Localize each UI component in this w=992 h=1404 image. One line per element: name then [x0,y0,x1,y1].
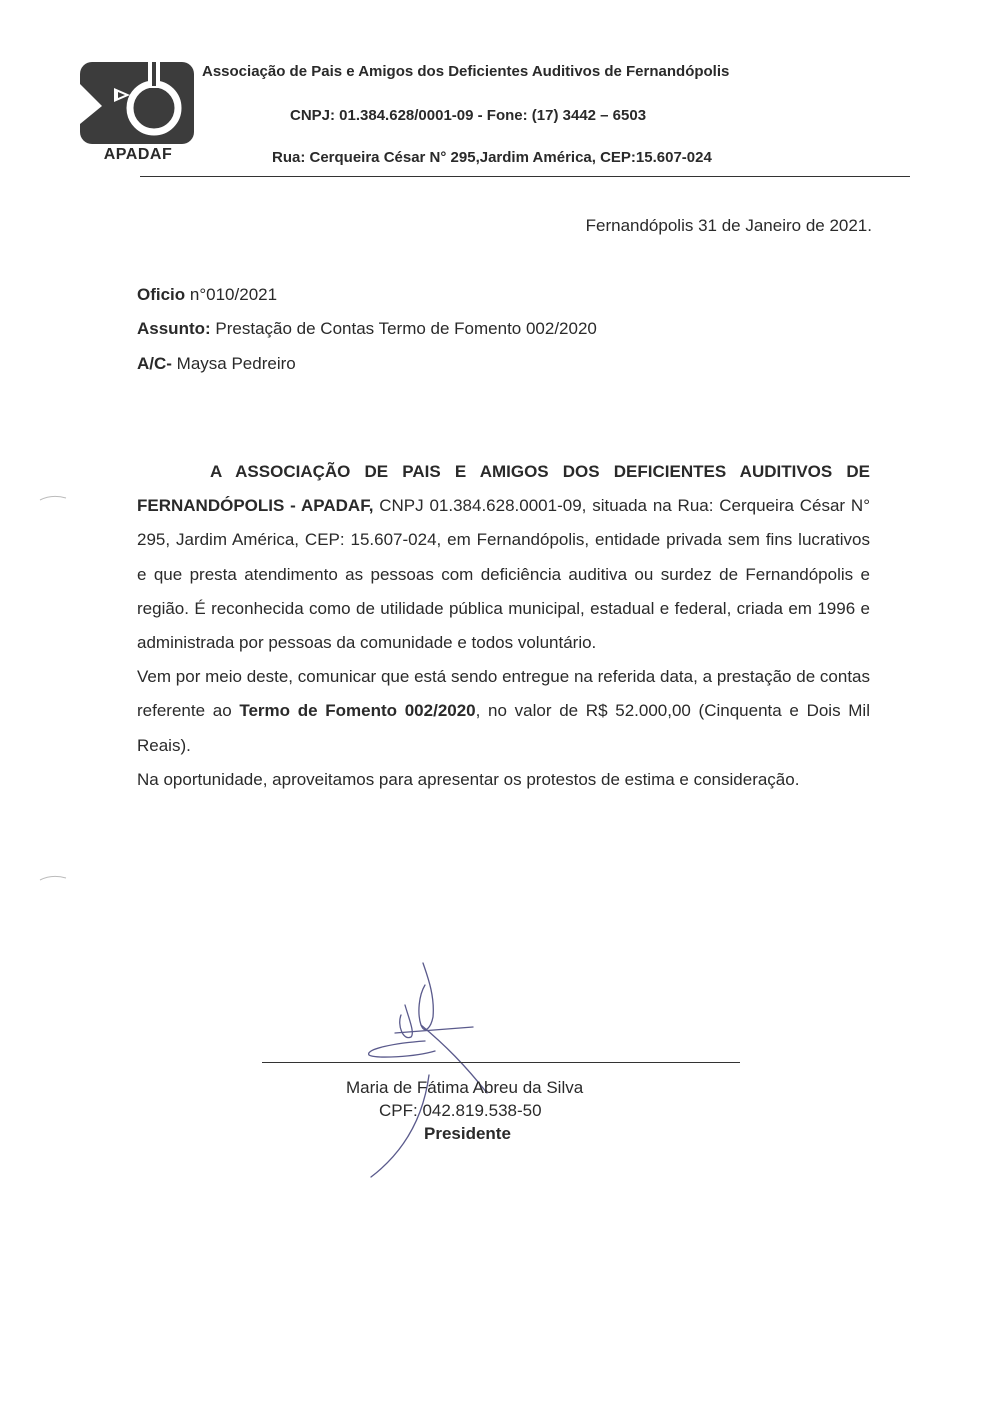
recipient-value: Maysa Pedreiro [171,354,296,373]
oficio-line [137,285,277,305]
signatory-cpf: CPF: 042.819.538-50 [379,1101,542,1120]
body-paragraph-3: Na oportunidade, aproveitamos para apresentar os protestos de estima e consideração. [137,769,800,789]
body-paragraph-2-after: , no valor de R$ 52.000,00 (Cinquenta e Dois Mil Reais). [137,701,870,755]
recipient-label: A/C- [137,354,172,373]
association-name: Associação de Pais e Amigos dos Deficientes Auditivos de Fernandópolis [202,63,730,80]
signatory-name: Maria de Fátima Abreu da Silva [346,1078,584,1097]
letter-body [137,455,870,797]
body-paragraph-2-before: Vem por meio deste, comunicar que está sendo entregue na referida data, a prestação de contas referente ao [137,667,870,721]
assunto-label: Assunto: [137,319,211,338]
address: Rua: Cerqueira César N° 295,Jardim América, CEP:15.607-024 [272,149,712,166]
scan-mark [38,874,68,882]
logo-wordmark: APADAF [103,146,173,163]
oficio-label: Oficio [137,285,186,304]
cnpj-phone: CNPJ: 01.384.628/0001-09 - Fone: (17) 3442 – 6503 [290,107,647,124]
body-paragraph-2-bold: Termo de Fomento 002/2020 [239,701,476,721]
body-paragraph-1-bold: A ASSOCIAÇÃO DE PAIS E AMIGOS DOS DEFICIENTES AUDITIVOS DE FERNANDÓPOLIS - APADAF, [137,462,870,516]
signatory-role: Presidente [424,1124,511,1143]
body-paragraph-1-text: CNPJ 01.384.628.0001-09, situada na Rua: Cerqueira César N° 295, Jardim América, CEP: 15.607-024, em Fernandópolis, entidade privada sem fins lucrativos e que presta atendimento as pessoas com deficiência auditiva ou surdez de Fernandópolis e região. É reconhecida como de utilidade pública municipal, estadual e federal, criada em 1996 e administrada por pessoas da comunidade e todos voluntário. [137,496,870,653]
oficio-value: n°010/2021 [185,285,278,304]
signature-line [262,1062,740,1063]
assunto-value: Prestação de Contas Termo de Fomento 002/2020 [210,319,597,338]
body-paragraph-2 [137,660,870,763]
assunto-line [137,319,597,339]
letter-date: Fernandópolis 31 de Janeiro de 2021. [585,216,872,235]
scan-mark [38,494,68,502]
header-divider [140,176,910,177]
handwritten-signature [355,955,495,1185]
recipient-line [137,354,296,374]
body-paragraph-1 [137,455,870,660]
